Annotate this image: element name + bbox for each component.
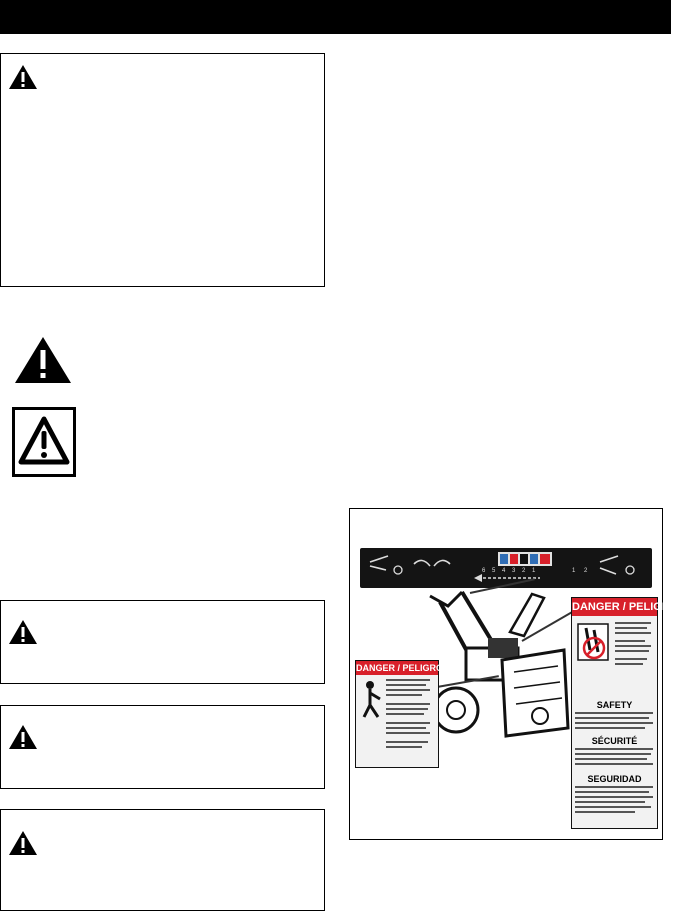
- warning-triangle-icon: [8, 830, 38, 856]
- decal-right-text-lines-top: [615, 622, 655, 670]
- selector-position-label: 1: [572, 568, 576, 574]
- warning-box-3: [0, 809, 325, 911]
- danger-decal-left-heading: DANGER / PELIGRO: [356, 663, 444, 673]
- panel-graphics: [360, 548, 652, 588]
- decal-left-text-lines: [386, 679, 436, 763]
- warning-triangle-icon: [8, 64, 38, 90]
- decal-section-securite: SÉCURITÉ: [591, 736, 638, 746]
- safety-alert-symbol-icon: [14, 336, 72, 384]
- danger-decal-right-heading: DANGER / PELIGRO: [572, 598, 657, 616]
- danger-decal-right: [571, 597, 678, 829]
- decal-section-safety: SAFETY: [596, 700, 633, 710]
- page-header-bar: [0, 0, 671, 34]
- outlined-warning-sign-icon: [12, 407, 76, 477]
- selector-position-label: 5: [492, 568, 496, 574]
- control-panel-decal: [360, 548, 652, 588]
- selector-position-label: 4: [502, 568, 506, 574]
- warning-triangle-icon: [8, 619, 38, 645]
- selector-position-label: 3: [512, 568, 516, 574]
- selector-position-label: 6: [482, 568, 486, 574]
- no-hands-auger-icon: [576, 620, 612, 664]
- warning-box-large: [0, 53, 325, 287]
- decal-section-seguridad: SEGURIDAD: [587, 774, 642, 784]
- selector-position-label: 1: [532, 568, 536, 574]
- warning-box-2: [0, 705, 325, 789]
- selector-position-label: 2: [522, 568, 526, 574]
- hand-in-auger-icon: [360, 679, 384, 719]
- decal-right-text-lines-mid2: [575, 748, 655, 772]
- decal-right-text-lines-bottom: [575, 786, 655, 818]
- warning-box-1: [0, 600, 325, 684]
- decal-right-text-lines-mid: [575, 712, 655, 736]
- danger-decal-left: [355, 660, 444, 768]
- warning-triangle-icon: [8, 724, 38, 750]
- selector-position-label: 2: [584, 568, 588, 574]
